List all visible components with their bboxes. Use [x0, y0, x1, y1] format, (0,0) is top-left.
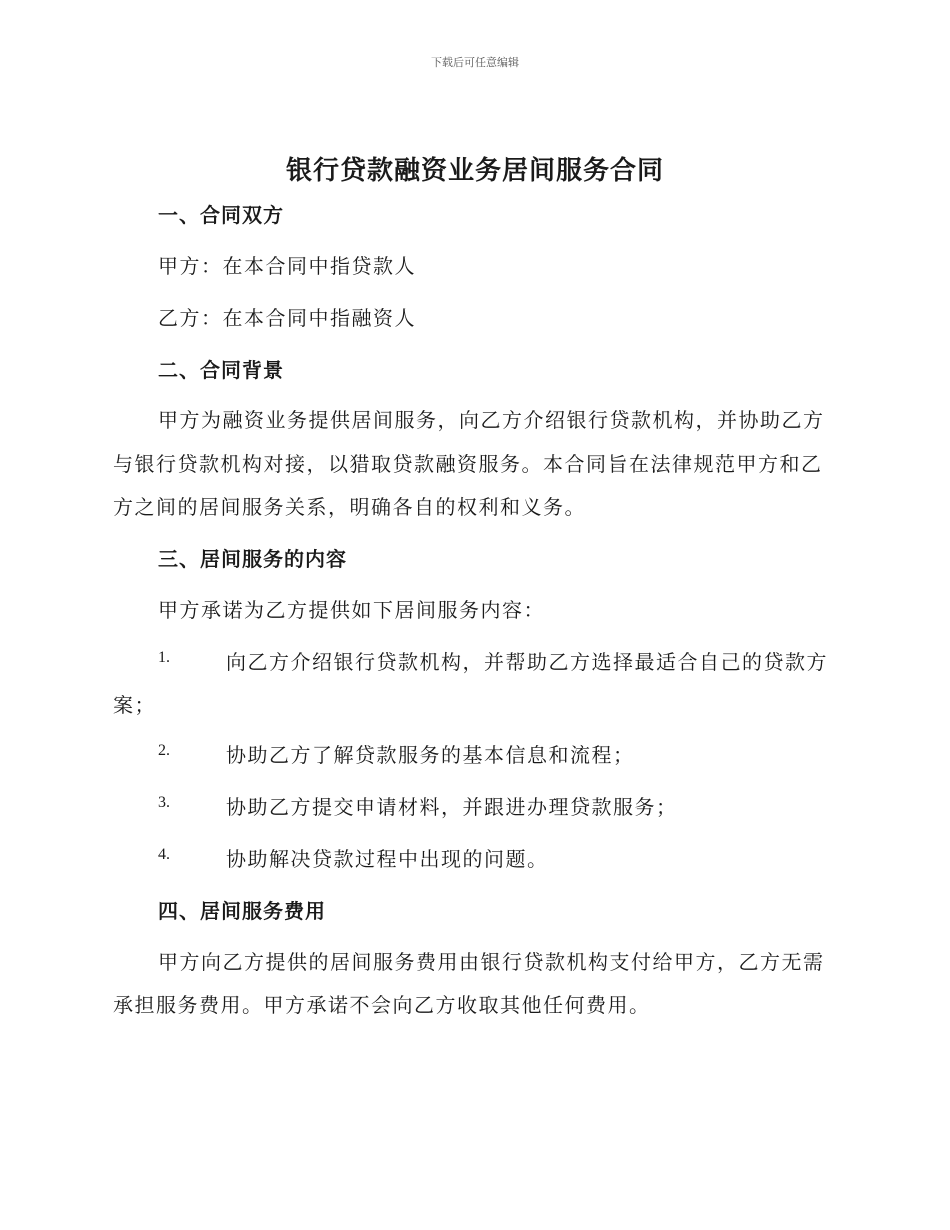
list-item-continuation: 案； [113, 693, 156, 717]
section-heading-service-fees: 四、居间服务费用 [158, 899, 326, 923]
list-item-number: 2. [158, 742, 170, 759]
fees-paragraph-line: 甲方向乙方提供的居间服务费用由银行贷款机构支付给甲方，乙方无需 [158, 950, 825, 974]
header-note: 下载后可任意编辑 [431, 56, 519, 69]
background-paragraph-line: 与银行贷款机构对接，以猎取贷款融资服务。本合同旨在法律规范甲方和乙 [113, 452, 823, 476]
list-item-text: 协助乙方提交申请材料，并跟进办理贷款服务； [226, 795, 678, 819]
list-item-number: 4. [158, 846, 170, 863]
party-a-line: 甲方：在本合同中指贷款人 [158, 254, 416, 278]
fees-paragraph-line: 承担服务费用。甲方承诺不会向乙方收取其他任何费用。 [113, 993, 651, 1017]
section-heading-background: 二、合同背景 [158, 358, 284, 382]
list-item-text: 协助乙方了解贷款服务的基本信息和流程； [226, 743, 635, 767]
list-item-text: 向乙方介绍银行贷款机构，并帮助乙方选择最适合自己的贷款方 [226, 650, 828, 674]
service-intro-line: 甲方承诺为乙方提供如下居间服务内容： [158, 598, 545, 622]
section-heading-service-content: 三、居间服务的内容 [158, 547, 347, 571]
background-paragraph-line: 甲方为融资业务提供居间服务，向乙方介绍银行贷款机构，并协助乙方 [158, 408, 825, 432]
document-title: 银行贷款融资业务居间服务合同 [285, 156, 664, 186]
section-heading-parties: 一、合同双方 [158, 203, 284, 227]
list-item-text: 协助解决贷款过程中出现的问题。 [226, 847, 549, 871]
list-item-number: 3. [158, 794, 170, 811]
list-item-number: 1. [158, 649, 170, 666]
background-paragraph-line: 方之间的居间服务关系，明确各自的权利和义务。 [113, 495, 586, 519]
party-b-line: 乙方：在本合同中指融资人 [158, 306, 416, 330]
